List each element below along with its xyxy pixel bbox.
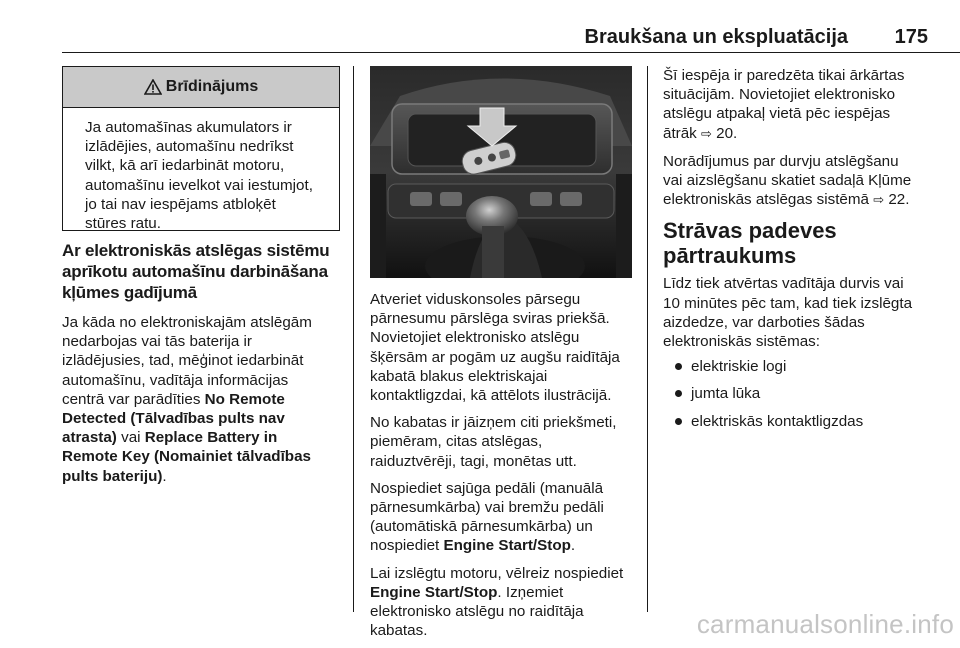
engine-start-stop-label: Engine Start/Stop bbox=[443, 537, 571, 555]
paragraph-line: ātrāk bbox=[663, 124, 701, 142]
message-no-remote: No Remote bbox=[204, 390, 285, 408]
paragraph bbox=[370, 564, 644, 641]
text-span: . bbox=[570, 537, 576, 555]
paragraph: Norādījumus par durvju atslēgšanu vai aizslēgšanu skatiet sadaļā Kļūme elektroniskās atslēgas sistēmā ⇨ 22. bbox=[663, 152, 912, 209]
column-divider-right bbox=[647, 66, 648, 612]
list-item: elektriskās kontaktligzdas bbox=[663, 412, 931, 431]
text-span: . bbox=[162, 467, 167, 485]
paragraph bbox=[663, 274, 931, 351]
message-no-remote: Detected (Tālvadības pults nav bbox=[62, 410, 285, 428]
page-reference-arrow-icon: ⇨ bbox=[700, 126, 712, 142]
bullet-list bbox=[663, 357, 931, 431]
heading-line: Strāvas padeves bbox=[663, 218, 837, 244]
paragraph-line: elektroniskās sistēmas: bbox=[663, 333, 820, 351]
warning-line: izlādējies, automašīnu nedrīkst bbox=[85, 138, 294, 156]
heading-line: pārtraukums bbox=[663, 243, 797, 269]
paragraph-line: elektronisko atslēgu no raidītāja bbox=[370, 603, 584, 621]
right-column bbox=[663, 66, 931, 439]
page-reference[interactable]: 20 bbox=[716, 124, 734, 142]
warning-line: stūres ratu. bbox=[85, 215, 161, 233]
paragraph-line bbox=[62, 428, 352, 447]
console-key-pocket-photo bbox=[370, 66, 632, 278]
left-column bbox=[62, 240, 352, 486]
page-header bbox=[0, 22, 928, 52]
paragraph bbox=[370, 290, 644, 405]
warning-box bbox=[62, 66, 340, 231]
page-reference[interactable]: 22 bbox=[888, 191, 906, 209]
paragraph-line: šķērsām ar pogām uz augšu raidītāja bbox=[370, 348, 620, 366]
paragraph-line: kontaktligzdai, kā attēlots ilustrācijā. bbox=[370, 387, 612, 405]
paragraph-line: kabatas. bbox=[370, 622, 428, 640]
paragraph-line: Līdz tiek atvērtas vadītāja durvis vai bbox=[663, 275, 904, 293]
paragraph-line: raiduztvērēji, tagi, monētas utt. bbox=[370, 452, 577, 470]
warning-triangle-icon bbox=[144, 79, 162, 95]
list-item: elektriskie logi bbox=[663, 357, 931, 376]
paragraph-line: elektroniskās atslēgas sistēmā bbox=[663, 191, 874, 209]
paragraph-line: (automātiskā pārnesumkārba) un bbox=[370, 518, 593, 536]
message-replace-battery: pults bateriju) bbox=[62, 467, 163, 485]
paragraph-line: Ja kāda no elektroniskajām atslēgām bbox=[62, 314, 312, 331]
text-span: centrā var parādīties bbox=[62, 390, 205, 408]
paragraph-line: atslēgu atpakaļ vietā pēc iespējas bbox=[663, 105, 891, 123]
section-heading bbox=[62, 240, 352, 303]
paragraph-line: izlādējusies, tad, mēģinot iedarbināt bbox=[62, 352, 304, 370]
paragraph: Šī iespēja ir paredzēta tikai ārkārtas situācijām. Novietojiet elektronisko atslēgu atpakaļ vietā pēc iespējas ātrāk ⇨ 20. bbox=[663, 67, 905, 142]
heading-line: Ar elektroniskās atslēgas sistēmu bbox=[62, 241, 330, 260]
text-span: . Izņemiet bbox=[497, 583, 564, 601]
text-span: vai bbox=[116, 429, 145, 447]
paragraph bbox=[370, 479, 644, 556]
paragraph-line: pārnesumkārba) vai bremžu pedāli bbox=[370, 499, 604, 517]
watermark: carmanualsonline.info bbox=[696, 609, 954, 639]
warning-header bbox=[63, 67, 339, 108]
engine-start-stop-label: Engine Start/Stop bbox=[370, 583, 498, 601]
warning-title: Brīdinājums bbox=[165, 78, 259, 95]
paragraph-line: vai aizslēgšanu skatiet sadaļā Kļūme bbox=[663, 172, 912, 190]
paragraph-line: Novietojiet elektronisko atslēgu bbox=[370, 329, 580, 347]
warning-line: automašīnu ievelkot vai iestumjot, bbox=[85, 176, 313, 194]
paragraph-line: kabatā blakus elektriskajai bbox=[370, 367, 548, 385]
paragraph-line: piemēram, citas atslēgas, bbox=[370, 433, 543, 451]
page-reference-arrow-icon: ⇨ bbox=[873, 193, 885, 209]
paragraph-line: nospiediet bbox=[370, 537, 444, 555]
paragraph-line: automašīnu, vadītāja informācijas bbox=[62, 371, 289, 389]
section-paragraph bbox=[62, 313, 352, 486]
paragraph-line: nedarbojas vai tās baterija ir bbox=[62, 333, 252, 351]
paragraph-line: Norādījumus par durvju atslēgšanu bbox=[663, 152, 899, 170]
message-no-remote: atrasta) bbox=[62, 429, 117, 447]
warning-line: vilkt, kā arī iedarbināt motoru, bbox=[85, 157, 285, 175]
message-replace-battery: Replace Battery in bbox=[144, 429, 278, 447]
paragraph-line: aizdedze, var darboties šādas bbox=[663, 313, 865, 331]
section-heading bbox=[663, 218, 931, 268]
paragraph-line: pārnesumu pārslēga sviras priekšā. bbox=[370, 310, 610, 328]
page-title: Braukšana un ekspluatācija bbox=[584, 26, 848, 48]
warning-text bbox=[63, 108, 339, 233]
heading-line: kļūmes gadījumā bbox=[62, 283, 197, 302]
paragraph-line: Šī iespēja ir paredzēta tikai ārkārtas bbox=[663, 67, 905, 84]
paragraph-line: situācijām. Novietojiet elektronisko bbox=[663, 86, 896, 104]
warning-line: jo tai nav iespējams atbloķēt bbox=[85, 195, 276, 213]
middle-column bbox=[370, 290, 644, 648]
paragraph-line: Lai izslēgtu motoru, vēlreiz nospiediet bbox=[370, 564, 624, 582]
heading-line: aprīkotu automašīnu darbināšana bbox=[62, 262, 328, 281]
paragraph-line bbox=[62, 409, 352, 428]
paragraph-line: Atveriet viduskonsoles pārsegu bbox=[370, 291, 581, 308]
warning-line: Ja automašīnas akumulators ir bbox=[85, 119, 292, 136]
message-replace-battery: Remote Key (Nomainiet tālvadības bbox=[62, 448, 311, 466]
header-rule bbox=[62, 52, 960, 53]
paragraph-line bbox=[62, 467, 352, 486]
column-divider-left bbox=[353, 66, 354, 612]
paragraph-line bbox=[62, 390, 352, 409]
paragraph-line: Nospiediet sajūga pedāli (manuālā bbox=[370, 479, 604, 497]
paragraph-line bbox=[62, 447, 352, 466]
paragraph bbox=[370, 413, 644, 471]
paragraph-line: No kabatas ir jāizņem citi priekšmeti, bbox=[370, 414, 617, 432]
page-number: 175 bbox=[894, 26, 928, 48]
paragraph-line: 10 minūtes pēc tam, kad tiek izslēgta bbox=[663, 294, 913, 312]
list-item: jumta lūka bbox=[663, 384, 931, 403]
